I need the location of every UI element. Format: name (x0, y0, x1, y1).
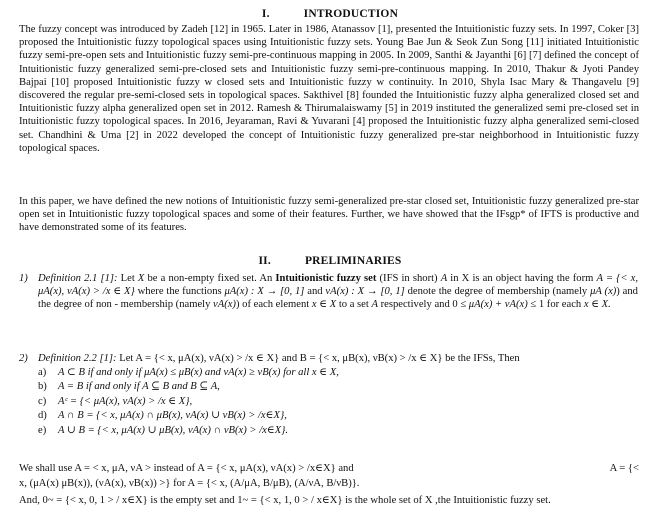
set-a-symbol: A (440, 273, 448, 284)
def1-text: to a set (336, 299, 372, 311)
list-item (38, 366, 628, 380)
set-a-symbol: A (371, 299, 378, 311)
definition-2-1-body (38, 272, 638, 312)
definition-2-2-intro: Let A = {< x, μA(x), νA(x) > /x ∈ X} and B = {< x, μB(x), νB(x) > /x ∈ X} be the IFSs, Then (116, 353, 520, 364)
list-item-value: A = B if and only if A ⊆ B and B ⊆ A, (58, 381, 220, 393)
membership-function: μA(x) : X → [0, 1] (224, 286, 305, 298)
notation-line-2: x, (μA(x) μB(x)), (νA(x), νB(x)) >} for A = {< x, (A/μA, B/μB), (A/νA, B/νB)}. (19, 478, 360, 489)
formula: x ∈ X (311, 299, 337, 311)
list-item-key: a) (38, 367, 47, 378)
non-membership-function: νA(x) : X → [0, 1] (325, 286, 405, 298)
intro-paragraph-1: The fuzzy concept was introduced by Zadeh [12] in 1965. Later in 1986, Atanassov [1], presented the Intuitionistic fuzzy sets. In 1997, Coker [3] proposed the Intuitionistic fuzzy topological spaces using Intuitionistic fuzzy sets. Young Bae Jun & Seok Zun Song [11] initiated Intuitionistic fuzzy semi-pre-open sets and Intuitionistic fuzzy semi-pre-continuous mapping in 2005. In 2009, Santhi & Jayanthi [6] [7] defined the concept of Intuitionistic fuzzy generalized semi-pre-closed sets and Intuitionistic fuzzy semi-pre-continuous mapping. In 2010, Thakur & Jyoti Pandey Bajpai [10] proposed Intuitionistic fuzzy w closed sets and Intuitionistic fuzzy w continuity. In 2010, Shyla Isac Mary & Thangavelu [9] discovered the regular pre-semi-closed sets in topological spaces. Sakthivel [8] founded the Intuitionistic fuzzy alpha generalized closed set and Intuitionistic fuzzy alpha generalized open set in 2012. Ramesh & Thirumalaiswamy [5] in 2019 instituted the generalized semi pre-closed set in Intuitionistic fuzzy topological spaces. In 2016, Jeyaraman, Ravi & Yuvarani [4] proposed the Intuitionistic fuzzy alpha generalized semi-closed set. Chandhini & Uma [2] in 2022 developed the concept of Intuitionistic fuzzy generalized pre-star neighborhood in Intuitionistic fuzzy topological spaces. (19, 24, 639, 154)
list-item-value: Aᶜ = {< μA(x), νA(x) > /x ∈ X}, (58, 395, 193, 407)
notation-line-3: And, 0~ = {< x, 0, 1 > / x∈X} is the empty set and 1~ = {< x, 1, 0 > / x∈X} is the whole set of X ,the Intuitionistic fuzzy set. (19, 495, 551, 506)
formula: μA(x) + νA(x) (468, 299, 528, 311)
list-item-key: c) (38, 395, 47, 407)
notation-continuation: A = {< (609, 463, 639, 474)
prelim-heading-number: II. (258, 255, 271, 267)
definition-2-2-body (38, 352, 638, 365)
def1-text: ) and the degree of non - membership (namely (38, 286, 638, 311)
list-item-key: d) (38, 410, 47, 422)
def1-text: and (304, 286, 326, 298)
list-item-key: b) (38, 381, 47, 393)
ifs-term: Intuitionistic fuzzy set (275, 273, 377, 284)
formula: μA (x) (590, 286, 617, 298)
list-item (38, 395, 628, 409)
formula: x ∈ X. (583, 299, 611, 311)
intro-heading (0, 8, 660, 21)
def1-text: in X is an object having the form (447, 273, 597, 284)
list-item-value: A ∪ B = {< x, μA(x) ∪ μB(x), νA(x) ∩ νB(x) > /x∈X}. (58, 424, 289, 436)
def1-text: respectively and 0 ≤ (377, 299, 469, 311)
list-item-value: A ⊂ B if and only if μA(x) ≤ μB(x) and νA(x) ≥ νB(x) for all x ∈ X, (58, 367, 339, 378)
set-x-symbol: X (137, 273, 145, 284)
intro-heading-title: INTRODUCTION (303, 8, 399, 20)
def1-text: (IFS in short) (376, 273, 441, 284)
def1-text: be a non-empty fixed set. An (144, 273, 276, 284)
list-item (38, 409, 628, 423)
definition-2-2-list (38, 366, 628, 438)
prelim-heading-title: PRELIMINARIES (304, 255, 402, 267)
prelim-heading (0, 255, 660, 268)
list-item-key: e) (38, 424, 47, 436)
def1-text: Let (117, 273, 138, 284)
list-item-value: A ∩ B = {< x, μA(x) ∩ μB(x), νA(x) ∪ νB(x) > /x∈X}, (58, 410, 287, 422)
notation-text: We shall use A = < x, μA, νA > instead of A = {< x, μA(x), νA(x) > /x∈X} and (19, 463, 354, 474)
definition-2-1-title: Definition 2.1 [1]: (38, 273, 118, 284)
definition-2-2-title: Definition 2.2 [1]: (38, 353, 117, 364)
notation-line-1 (19, 462, 639, 475)
intro-paragraph-2: In this paper, we have defined the new notions of Intuitionistic fuzzy semi-generalized pre-star closed set, Intuitionistic fuzzy generalized pre-star open set in Intuitionistic fuzzy topological spaces and some of their features. Further, we have showed that the IFsgp* of IFTS is productive and have demonstrated some of its features. (19, 196, 639, 234)
def1-text: ≤ 1 for each (527, 299, 584, 311)
definition-2-1 (19, 272, 639, 338)
ifs-form-formula: A = {< x, μA(x), νA(x) > /x ∈ X} (38, 273, 639, 298)
definition-2-2-number: 2) (19, 353, 28, 364)
intro-heading-number: I. (261, 8, 270, 20)
list-item (38, 380, 628, 394)
def1-text: denote the degree of membership (namely (404, 286, 591, 298)
definition-2-1-number: 1) (19, 273, 28, 284)
formula: νA(x) (213, 299, 236, 311)
list-item (38, 424, 628, 438)
def1-text: where the functions (134, 286, 225, 298)
definition-2-2 (19, 352, 639, 366)
def1-text: ) of each element (235, 299, 312, 311)
